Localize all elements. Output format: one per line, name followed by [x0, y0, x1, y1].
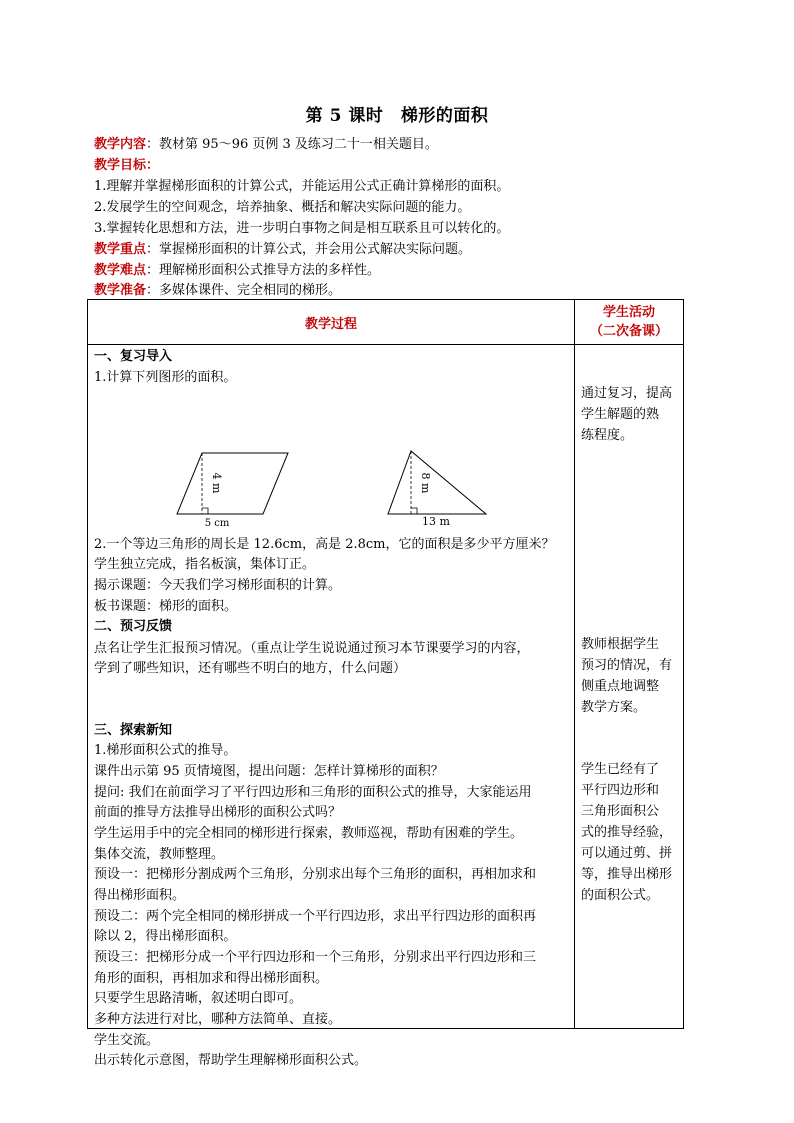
meta-difficult-point	[94, 260, 694, 281]
parallelogram-base-label: 5 cm	[204, 518, 230, 529]
side-note-line: 等，推导出梯形	[581, 867, 673, 882]
student-activity-cell	[575, 345, 684, 1029]
table-body-row	[88, 345, 684, 1029]
header-teaching-process: 教学过程	[88, 300, 575, 345]
text-line: 得出梯形面积。	[94, 888, 186, 903]
text-line: 揭示课题：今天我们学习梯形面积的计算。	[94, 578, 342, 593]
text-line: 多种方法进行对比，哪种方法简单、直接。	[94, 1012, 342, 1027]
prep-label: 教学准备	[94, 283, 147, 298]
meta-goals-heading	[94, 155, 694, 176]
text-line: 集体交流，教师整理。	[94, 847, 225, 862]
side-note-line: 教学方案。	[581, 700, 647, 715]
header-side-line2: （二次备课）	[589, 324, 668, 339]
text-line: 只要学生思路清晰，叙述明白即可。	[94, 991, 303, 1006]
side-note-preview	[581, 634, 681, 718]
side-note-line: 式的推导经验，	[581, 825, 673, 840]
process-cell	[88, 345, 575, 1068]
side-note-line: 三角形面积公	[581, 804, 660, 819]
header-side-line1: 学生活动	[602, 305, 655, 320]
goal-item: 1.理解并掌握梯形面积的计算公式，并能运用公式正确计算梯形的面积。	[94, 179, 510, 194]
header-student-activity	[575, 300, 684, 345]
table-header-row	[88, 300, 684, 345]
page-title: 第 5 课时 梯形的面积	[305, 106, 489, 126]
section-heading: 一、复习导入	[94, 349, 173, 364]
difficult-label: 教学难点	[94, 263, 147, 278]
parallelogram-figure	[170, 445, 300, 529]
triangle-figure	[384, 445, 494, 527]
text-line: 前面的推导方法推导出梯形的面积公式吗？	[94, 805, 342, 820]
text-line: 预设一：把梯形分割成两个三角形，分别求出每个三角形的面积，再相加求和	[94, 867, 537, 882]
text-line: 学生交流。	[94, 1033, 160, 1048]
text-line: 学生独立完成，指名板演，集体订正。	[94, 557, 316, 572]
meta-preparation	[94, 280, 694, 301]
key-text: ：掌握梯形面积的计算公式，并会用公式解决实际问题。	[146, 242, 472, 257]
meta-content	[94, 134, 694, 155]
section-heading: 三、探索新知	[94, 723, 173, 738]
text-line: 预设二：两个完全相同的梯形拼成一个平行四边形，求出平行四边形的面积再	[94, 909, 537, 924]
goal-item: 3.掌握转化思想和方法，进一步明白事物之间是相互联系且可以转化的。	[94, 221, 510, 236]
content-text: ：教材第 95～96 页例 3 及练习二十一相关题目。	[146, 137, 438, 152]
side-note-line: 通过复习，提高	[581, 386, 673, 401]
text-line: 板书课题：梯形的面积。	[94, 599, 238, 614]
side-note-explore	[581, 759, 681, 906]
text-line: 2.一个等边三角形的周长是 12.6cm，高是 2.8cm，它的面积是多少平方厘米？	[94, 537, 555, 552]
side-note-line: 练程度。	[581, 428, 634, 443]
text-line: 出示转化示意图，帮助学生理解梯形面积公式。	[94, 1053, 368, 1068]
text-line: 1.梯形面积公式的推导。	[94, 743, 237, 758]
section-heading: 二、预习反馈	[94, 619, 173, 634]
text-line: 除以 2，得出梯形面积。	[94, 929, 237, 944]
triangle-shape	[388, 451, 486, 514]
text-line: 1.计算下列图形的面积。	[94, 370, 237, 385]
prep-text: ：多媒体课件、完全相同的梯形。	[146, 283, 342, 298]
side-note-line: 学生解题的熟	[581, 407, 660, 422]
goals-colon: ：	[146, 158, 160, 173]
text-line: 学生运用手中的完全相同的梯形进行探索，教师巡视，帮助有困难的学生。	[94, 826, 524, 841]
parallelogram-height-label: 4 m	[210, 472, 223, 494]
content-label: 教学内容	[94, 137, 147, 152]
triangle-base-label: 13 m	[422, 515, 450, 528]
goals-label: 教学目标	[94, 158, 147, 173]
side-note-line: 学生已经有了	[581, 762, 660, 777]
text-line: 课件出示第 95 页情境图，提出问题：怎样计算梯形的面积？	[94, 764, 444, 779]
meta-key-point	[94, 239, 694, 260]
side-note-line: 平行四边形和	[581, 783, 660, 798]
side-note-line: 的面积公式。	[581, 888, 660, 903]
text-line: 点名让学生汇报预习情况。（重点让学生说说通过预习本节课要学习的内容，	[94, 641, 530, 656]
side-note-line: 可以通过剪、拼	[581, 846, 673, 861]
right-angle-mark	[411, 508, 417, 514]
lesson-table	[87, 299, 684, 1068]
right-angle-mark	[202, 508, 208, 514]
text-line: 预设三：把梯形分成一个平行四边形和一个三角形，分别求出平行四边形和三	[94, 950, 537, 965]
side-note-line: 预习的情况，有	[581, 658, 673, 673]
side-note-line: 教师根据学生	[581, 637, 660, 652]
text-line: 角形的面积，再相加求和得出梯形面积。	[94, 971, 329, 986]
parallelogram-shape	[177, 453, 288, 514]
side-note-line: 侧重点地调整	[581, 679, 660, 694]
goal-item: 2.发展学生的空间观念，培养抽象、概括和解决实际问题的能力。	[94, 200, 471, 215]
key-label: 教学重点	[94, 242, 147, 257]
text-line: 学到了哪些知识，还有哪些不明白的地方，什么问题）	[94, 661, 407, 676]
text-line: 提问: 我们在前面学习了平行四边形和三角形的面积公式的推导，大家能运用	[94, 785, 532, 800]
triangle-height-label: 8 m	[419, 472, 432, 494]
side-note-review	[581, 383, 681, 446]
difficult-text: ：理解梯形面积公式推导方法的多样性。	[146, 263, 381, 278]
